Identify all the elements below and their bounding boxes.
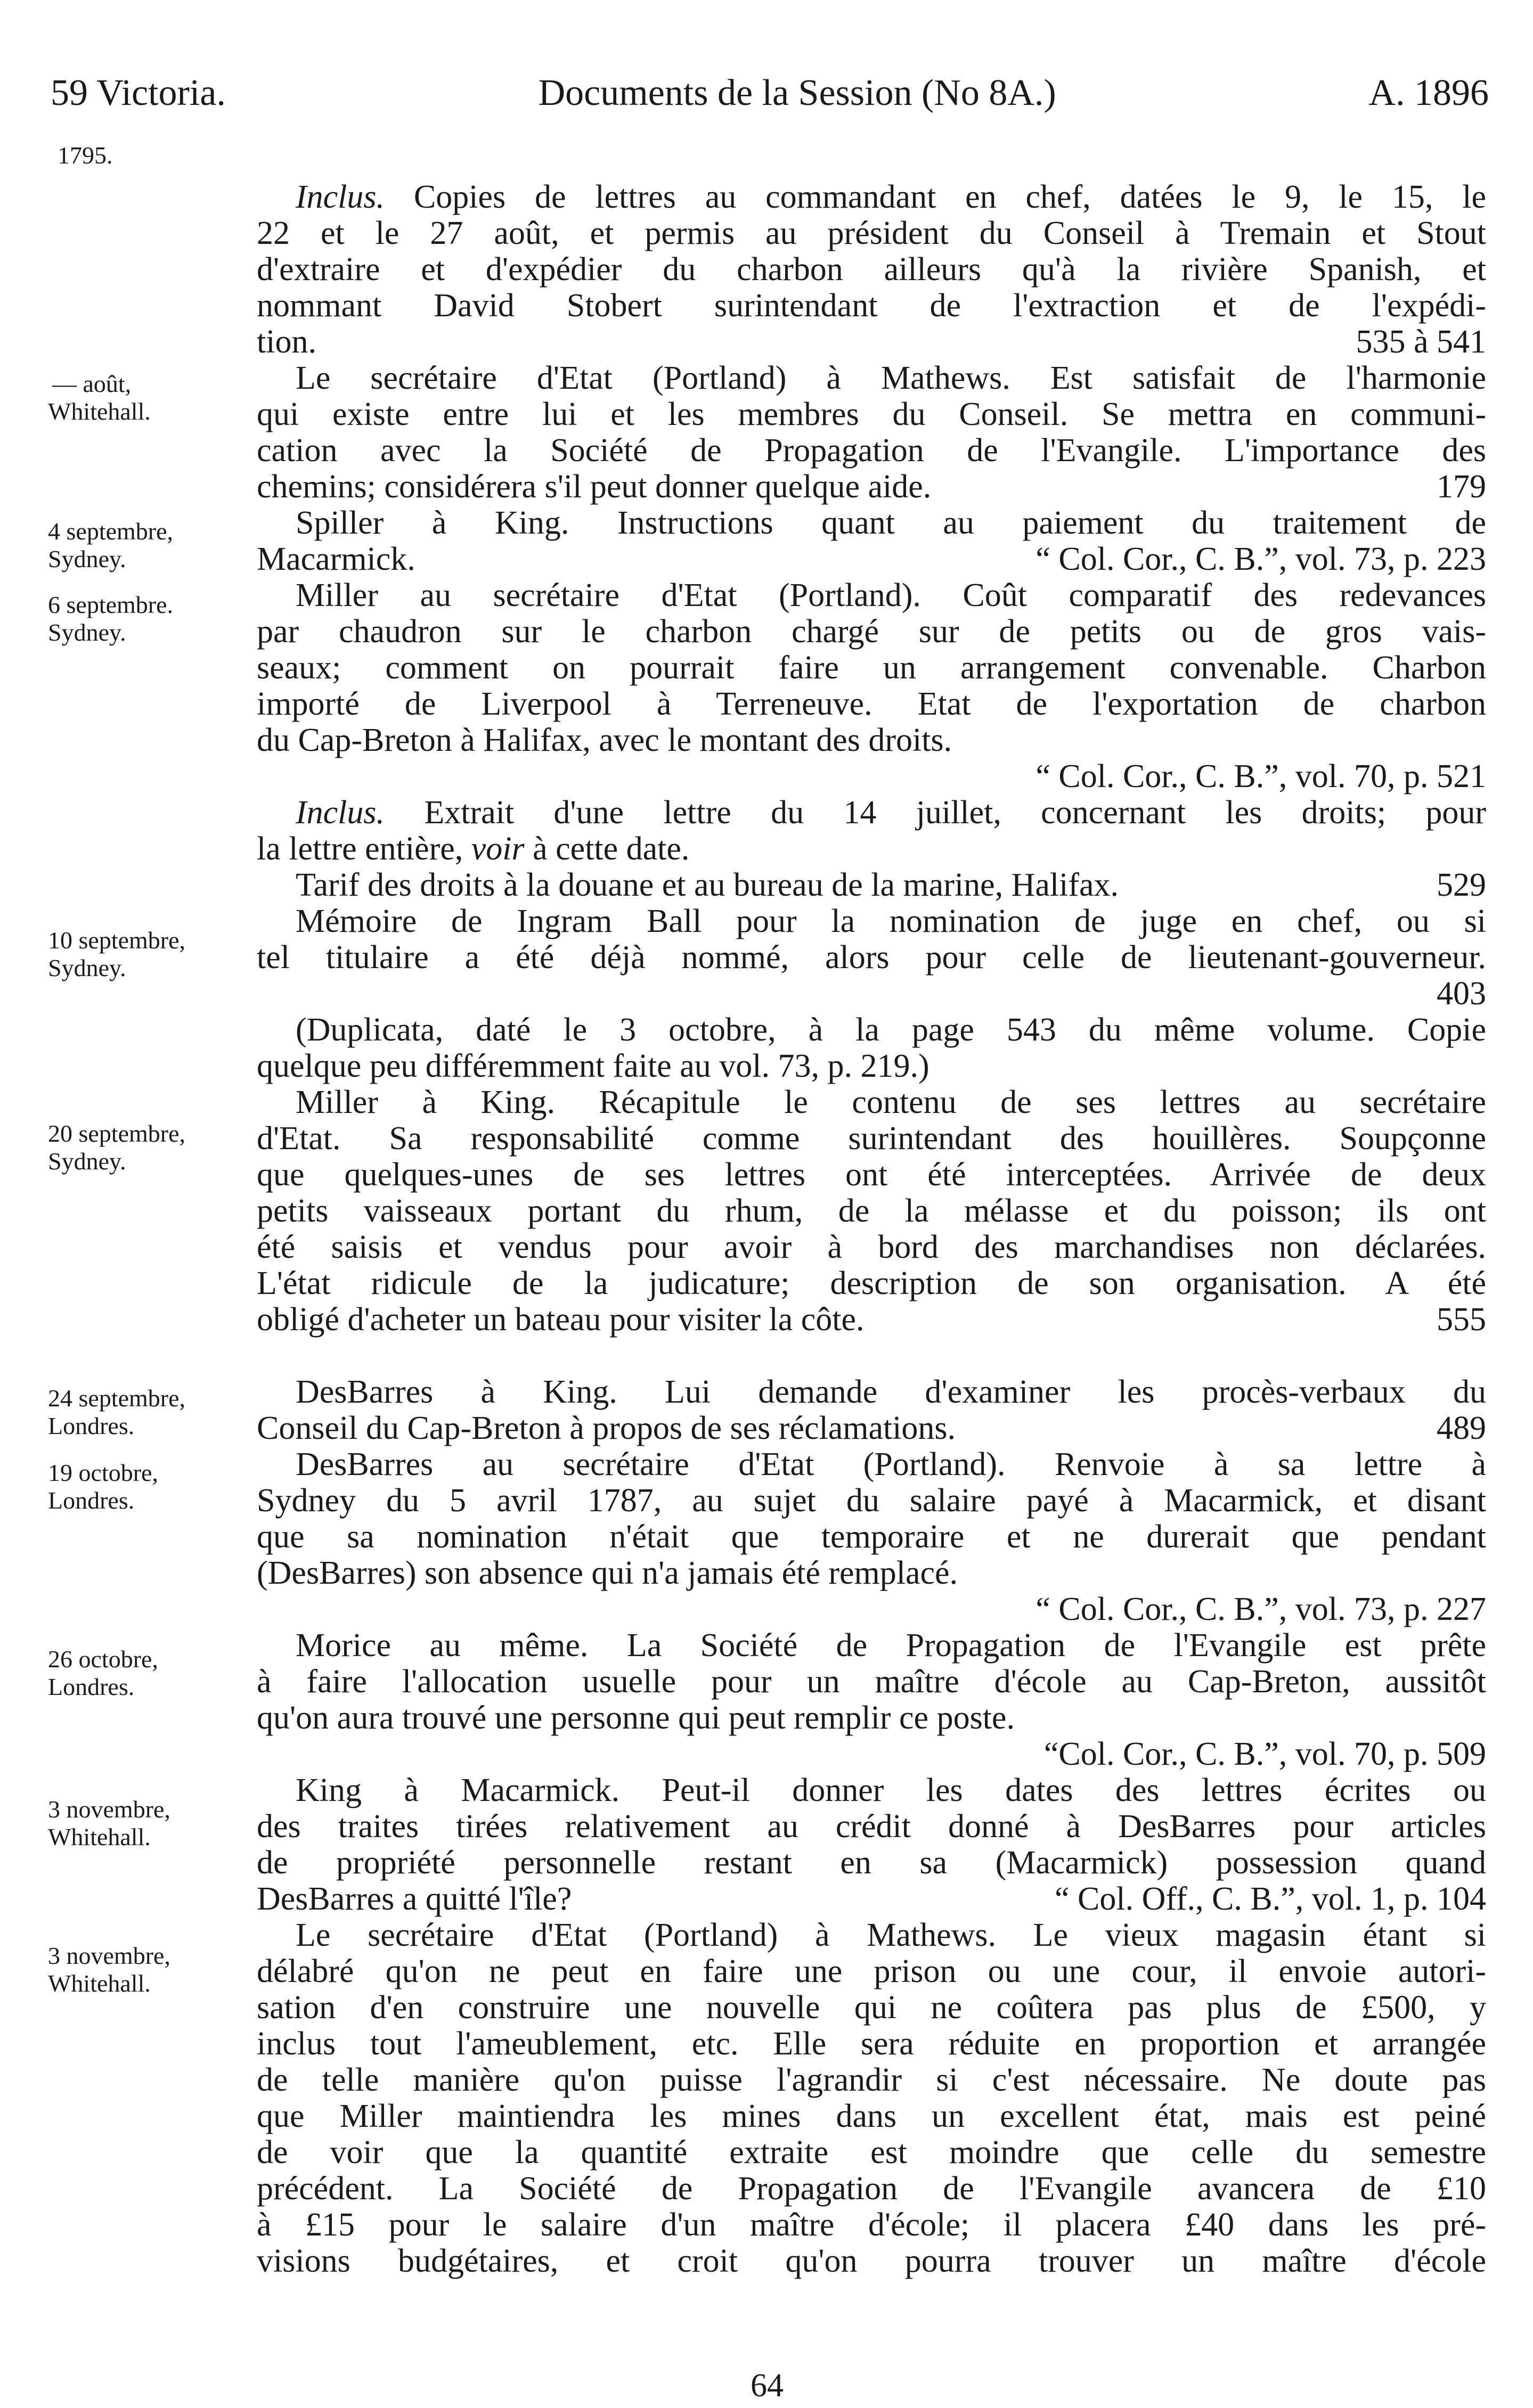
text-fragment: Copies de lettres au commandant en chef, datées le 9, le 15, le (413, 179, 1487, 215)
text-fragment: à cette date. (533, 831, 690, 867)
margin-note (48, 927, 261, 982)
text-fragment: Tarif des droits à la douane et au bureau de la marine, Halifax. (296, 867, 1119, 903)
text-fragment: obligé d'acheter un bateau pour visiter la côte. (257, 1301, 865, 1338)
text-line: nommant David Stobert surintendant de l'extraction et de l'expédi- (257, 288, 1486, 324)
text-fragment: voir (471, 831, 525, 867)
source-ref: “ Col. Off., C. B.”, vol. 1, p. 104 (1055, 1881, 1486, 1917)
header-session: 59 Victoria. (51, 72, 226, 113)
margin-place: Londres. (48, 1487, 135, 1514)
text-line: Spiller à King. Instructions quant au paiement du traitement de (296, 505, 1486, 541)
text-line: King à Macarmick. Peut-il donner les dates des lettres écrites ou (296, 1772, 1486, 1808)
text-line: (Duplicata, daté le 3 octobre, à la page 543 du même volume. Copie (296, 1012, 1486, 1048)
margin-note (48, 1120, 261, 1175)
page-ref: 179 (1437, 469, 1486, 505)
text-line: de telle manière qu'on puisse l'agrandir si c'est nécessaire. Ne doute pas (257, 2062, 1486, 2098)
text-line: 22 et le 27 août, et permis au président du Conseil à Tremain et Stout (257, 215, 1486, 251)
text-line: (DesBarres) son absence qui n'a jamais été remplacé. (257, 1555, 958, 1591)
text-line: à faire l'allocation usuelle pour un maître d'école au Cap-Breton, aussitôt (257, 1664, 1486, 1700)
text-line: été saisis et vendus pour avoir à bord des marchandises non déclarées. (257, 1229, 1486, 1265)
text-line: par chaudron sur le charbon chargé sur de petits ou de gros vais- (257, 613, 1486, 650)
text-fragment: DesBarres a quitté l'île? (257, 1881, 572, 1917)
margin-note (48, 591, 261, 646)
text-line: que Miller maintiendra les mines dans un excellent état, mais est peiné (257, 2098, 1486, 2134)
text-line (296, 178, 1486, 216)
header-title: Documents de la Session (No 8A.) (538, 72, 1056, 113)
margin-note (48, 1385, 261, 1440)
text-line: petits vaisseaux portant du rhum, de la mélasse et du poisson; ils ont (257, 1193, 1486, 1229)
text-line: des traites tirées relativement au crédit donné à DesBarres pour articles (257, 1808, 1486, 1845)
text-line: de voir que la quantité extraite est moindre que celle du semestre (257, 2134, 1486, 2171)
text-line: Le secrétaire d'Etat (Portland) à Mathews. Est satisfait de l'harmonie (296, 360, 1486, 396)
text-line: que sa nomination n'était que temporaire et ne durerait que pendant (257, 1519, 1486, 1555)
text-line: L'état ridicule de la judicature; description de son organisation. A été (257, 1265, 1486, 1301)
text-line: tel titulaire a été déjà nommé, alors pour celle de lieutenant-gouverneur. (257, 939, 1486, 976)
text-line: du Cap-Breton à Halifax, avec le montant des droits. (257, 722, 952, 758)
text-line: cation avec la Société de Propagation de l'Evangile. L'importance des (257, 432, 1486, 469)
page-number: 64 (751, 2368, 784, 2404)
text-line: Miller à King. Récapitule le contenu de ses lettres au secrétaire (296, 1084, 1486, 1120)
text-line: sation d'en construire une nouvelle qui ne coûtera pas plus de £500, y (257, 1989, 1486, 2026)
margin-note (48, 1645, 261, 1701)
text-line (257, 1410, 1486, 1447)
margin-date: 3 novembre, (48, 1942, 170, 1969)
text-fragment: Macarmick. (257, 541, 415, 577)
margin-place: Londres. (48, 1673, 135, 1700)
text-line: de propriété personnelle restant en sa (Macarmick) possession quand (257, 1845, 1486, 1881)
text-fragment: Extrait d'une lettre du 14 juillet, concernant les droits; pour (424, 795, 1487, 831)
text-line (257, 468, 1486, 505)
text-line: visions budgétaires, et croit qu'on pourra trouver un maître d'école (257, 2243, 1486, 2279)
text-line: d'Etat. Sa responsabilité comme surintendant des houillères. Soupçonne (257, 1120, 1486, 1157)
text-line: inclus tout l'ameublement, etc. Elle sera réduite en proportion et arrangée (257, 2026, 1486, 2062)
margin-place: Whitehall. (48, 1970, 151, 1997)
margin-note (48, 1796, 261, 1851)
margin-place: Whitehall. (48, 1823, 151, 1850)
text-line (296, 866, 1486, 904)
text-line (257, 830, 1486, 867)
page-ref: 535 à 541 (1356, 324, 1486, 360)
margin-date: — août, (52, 370, 132, 397)
text-line (257, 1880, 1486, 1918)
text-line: d'extraire et d'expédier du charbon ailleurs qu'à la rivière Spanish, et (257, 251, 1486, 288)
margin-date: 10 septembre, (48, 927, 186, 954)
page-ref: 529 (1437, 867, 1486, 903)
source-ref: “Col. Cor., C. B.”, vol. 70, p. 509 (1043, 1736, 1486, 1772)
margin-note (48, 370, 261, 425)
margin-note (48, 1459, 261, 1514)
text-line (257, 540, 1486, 578)
margin-place: Sydney. (48, 545, 126, 572)
source-ref: “ Col. Cor., C. B.”, vol. 70, p. 521 (1035, 758, 1486, 795)
text-line: seaux; comment on pourrait faire un arrangement convenable. Charbon (257, 650, 1486, 686)
inclus-label: Inclus. (296, 179, 385, 215)
margin-note (48, 1942, 261, 1997)
margin-place: Sydney. (48, 619, 126, 646)
margin-note (48, 518, 261, 573)
margin-date: 20 septembre, (48, 1120, 186, 1147)
margin-date: 19 octobre, (48, 1459, 158, 1486)
text-line: Le secrétaire d'Etat (Portland) à Mathews. Le vieux magasin étant si (296, 1917, 1486, 1953)
text-line: importé de Liverpool à Terreneuve. Etat de l'exportation de charbon (257, 686, 1486, 722)
margin-place: Sydney. (48, 954, 126, 981)
source-ref: “ Col. Cor., C. B.”, vol. 73, p. 227 (1035, 1591, 1486, 1627)
margin-place: Sydney. (48, 1148, 126, 1175)
text-line: délabré qu'on ne peut en faire une prison ou une cour, il envoie autori- (257, 1953, 1486, 1989)
margin-date: 3 novembre, (48, 1796, 170, 1823)
source-ref: “ Col. Cor., C. B.”, vol. 73, p. 223 (1035, 541, 1486, 577)
text-line: quelque peu différemment faite au vol. 73, p. 219.) (257, 1048, 929, 1084)
text-fragment: la lettre entière, (257, 831, 463, 867)
text-line: que quelques-unes de ses lettres ont été interceptées. Arrivée de deux (257, 1157, 1486, 1193)
text-line: précédent. La Société de Propagation de l'Evangile avancera de £10 (257, 2171, 1486, 2207)
text-line: Miller au secrétaire d'Etat (Portland). Coût comparatif des redevances (296, 577, 1486, 613)
text-line: qui existe entre lui et les membres du Conseil. Se mettra en communi- (257, 396, 1486, 432)
margin-date: 26 octobre, (48, 1645, 158, 1673)
inclus-label: Inclus. (296, 795, 385, 831)
page-ref: 555 (1437, 1301, 1486, 1338)
text-fragment: chemins; considérera s'il peut donner quelque aide. (257, 469, 932, 505)
margin-date: 24 septembre, (48, 1385, 186, 1412)
text-line (296, 794, 1486, 831)
text-line: Sydney du 5 avril 1787, au sujet du salaire payé à Macarmick, et disant (257, 1483, 1486, 1519)
page-ref: 403 (1437, 976, 1486, 1012)
page-ref: 489 (1437, 1410, 1486, 1446)
header-year: A. 1896 (1368, 72, 1489, 113)
text-line: Morice au même. La Société de Propagation de l'Evangile est prête (296, 1627, 1486, 1664)
margin-date: 6 septembre. (48, 591, 174, 618)
text-line: à £15 pour le salaire d'un maître d'école; il placera £40 dans les pré- (257, 2207, 1486, 2243)
text-line: Mémoire de Ingram Ball pour la nomination de juge en chef, ou si (296, 903, 1486, 939)
text-line: qu'on aura trouvé une personne qui peut remplir ce poste. (257, 1700, 1015, 1736)
margin-place: Whitehall. (48, 398, 151, 425)
margin-date: 4 septembre, (48, 518, 174, 545)
margin-year: 1795. (58, 142, 113, 169)
text-line: DesBarres à King. Lui demande d'examiner les procès-verbaux du (296, 1374, 1486, 1410)
margin-place: Londres. (48, 1412, 135, 1439)
text-line: DesBarres au secrétaire d'Etat (Portland). Renvoie à sa lettre à (296, 1446, 1486, 1483)
text-line (257, 323, 1486, 361)
text-fragment: Conseil du Cap-Breton à propos de ses réclamations. (257, 1410, 956, 1446)
page-header (51, 64, 1489, 122)
text-fragment: tion. (257, 324, 316, 360)
text-line (257, 1301, 1486, 1338)
